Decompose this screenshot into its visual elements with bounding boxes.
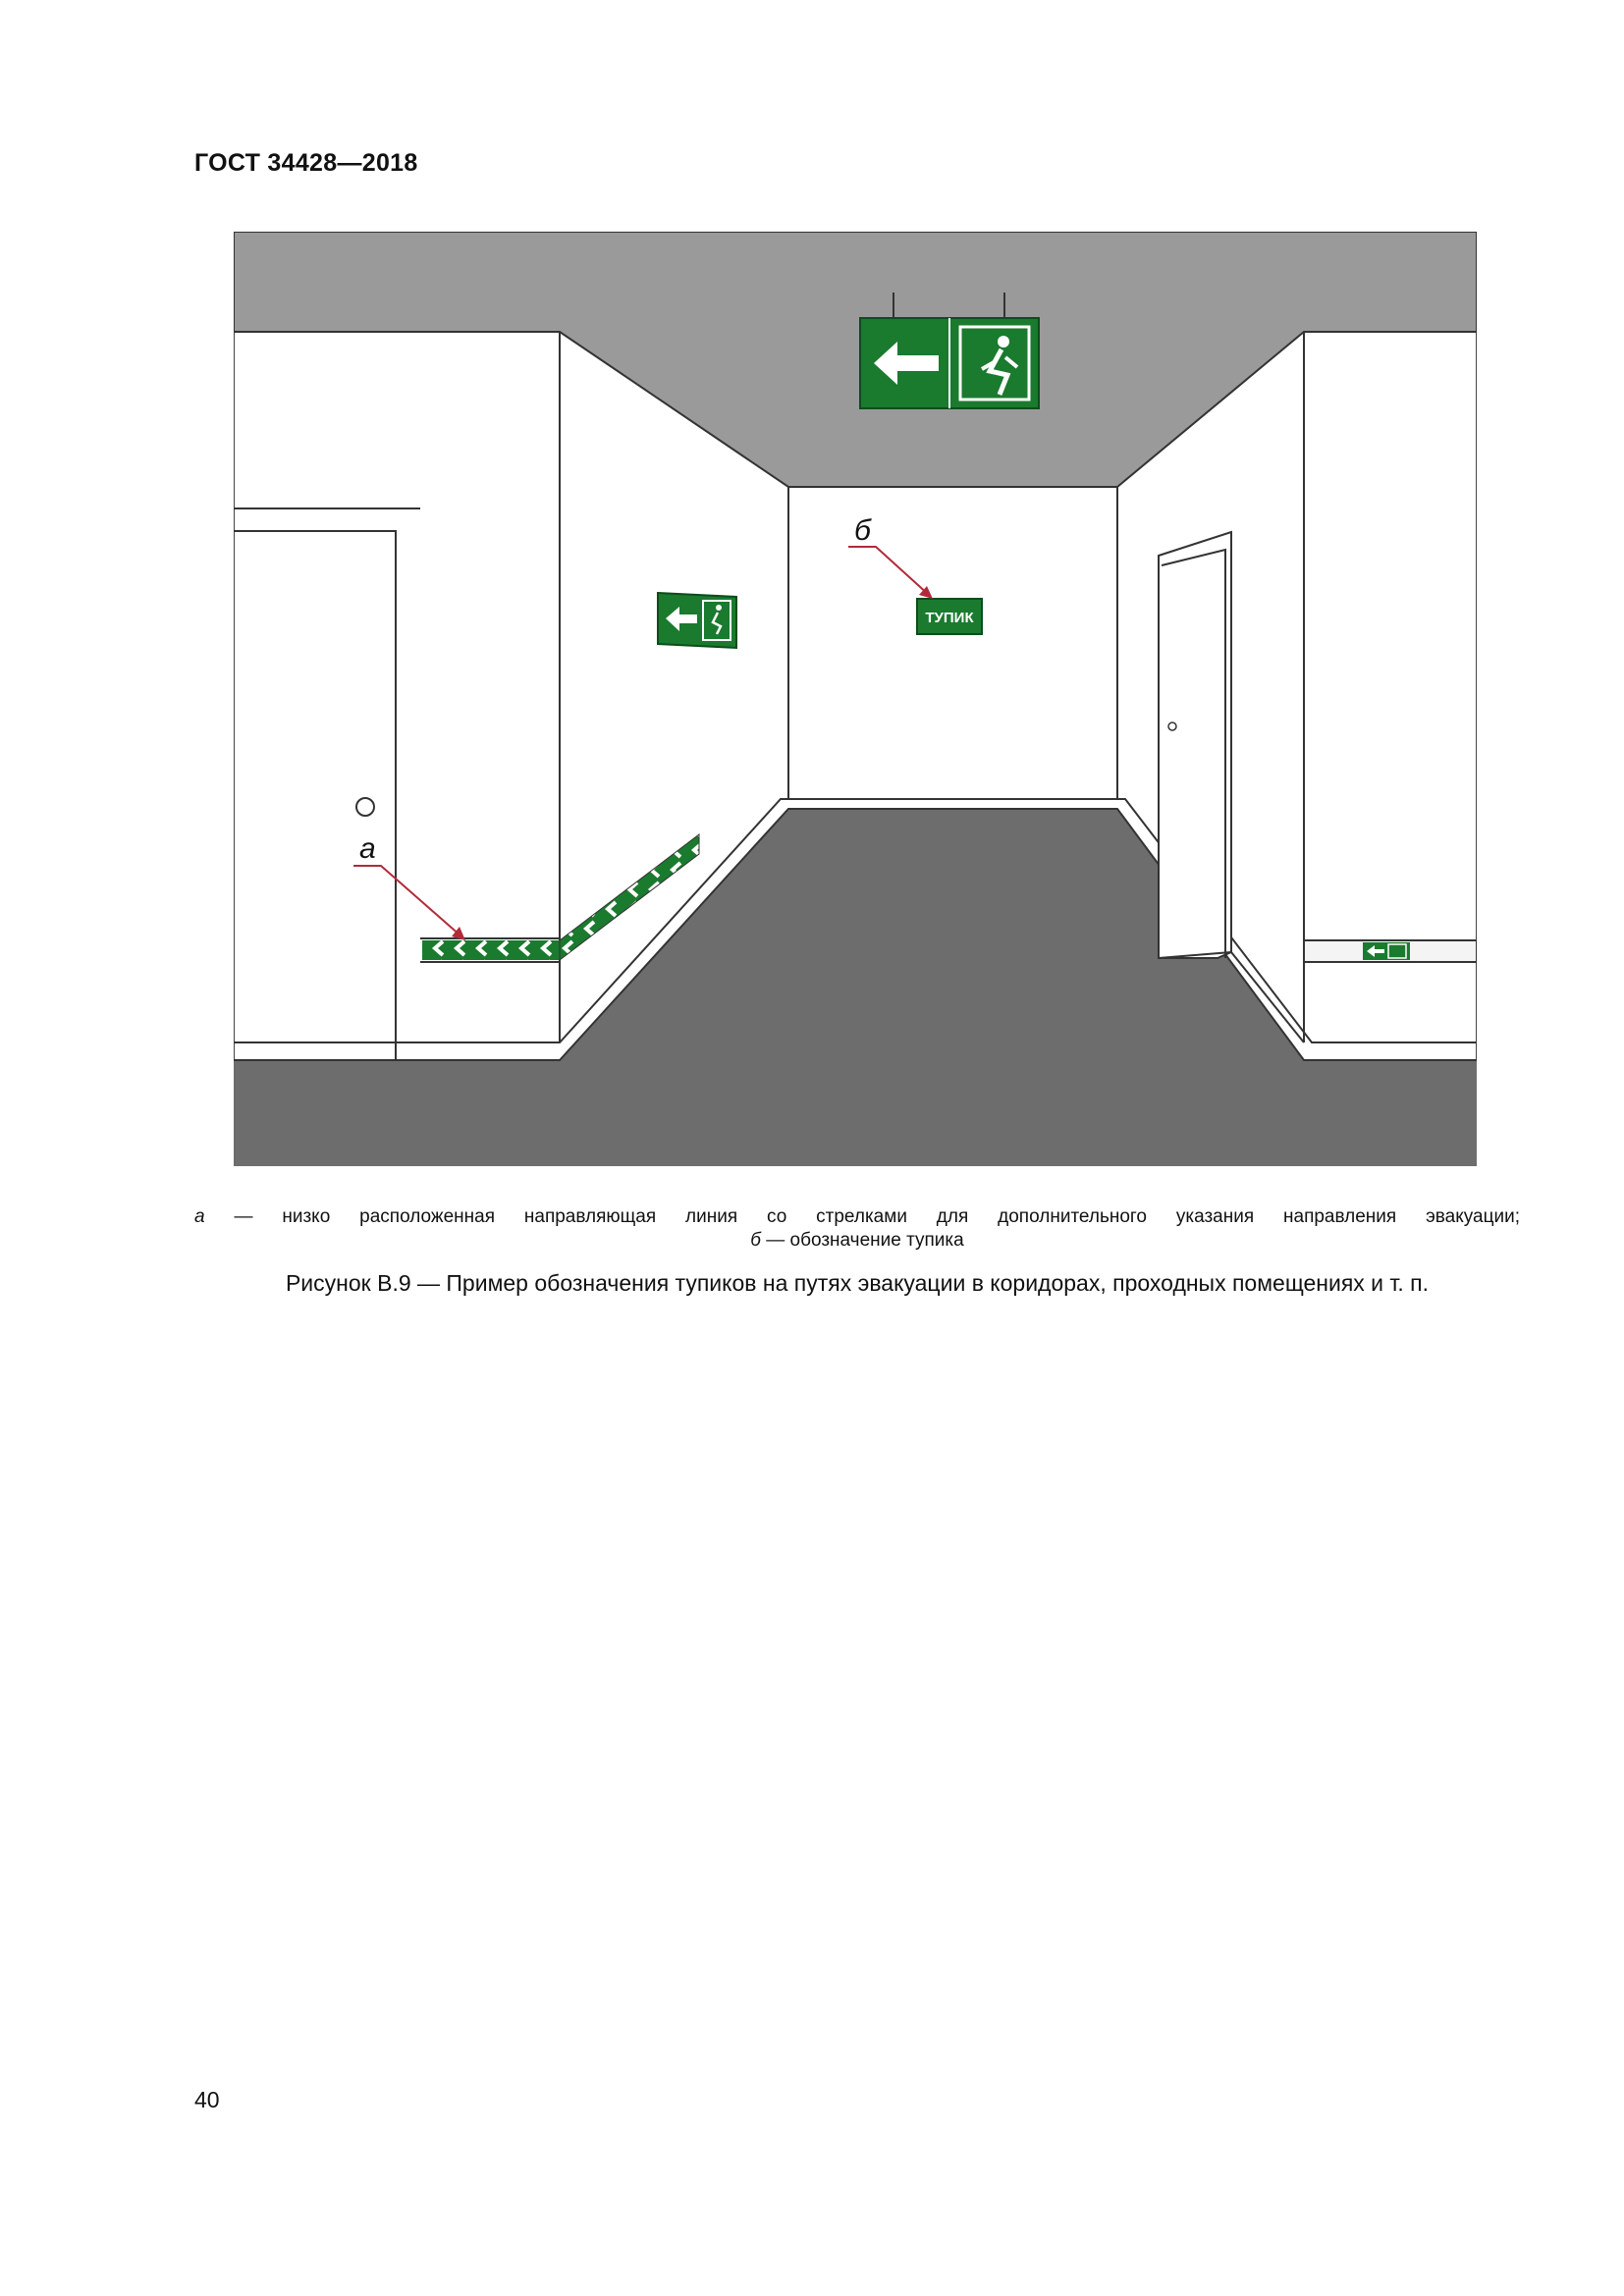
wall-exit-sign [658,593,736,648]
dead-end-text: ТУПИК [925,610,974,626]
door-knob [356,798,374,816]
label-a: а [359,832,376,865]
label-b: б [854,514,871,547]
corridor-illustration [234,232,1477,1166]
figure-legend [194,1205,1520,1253]
dead-end-sign [917,599,982,634]
legend-item-a: а — низко расположенная направляющая линия со стрелками для дополнительного указания направления эвакуации; [194,1206,1521,1227]
running-man-icon [998,336,1009,347]
page-number: 40 [194,2087,220,2112]
figure-caption: Рисунок В.9 — Пример обозначения тупиков на путях эвакуации в коридорах, проходных помещениях и т. п. [285,1270,1430,1296]
document-header: ГОСТ 34428—2018 [194,149,418,177]
legend-item-b: б — обозначение тупика [750,1230,964,1251]
corridor-drawing [234,232,1477,1166]
right-guide-strip [1304,940,1477,962]
